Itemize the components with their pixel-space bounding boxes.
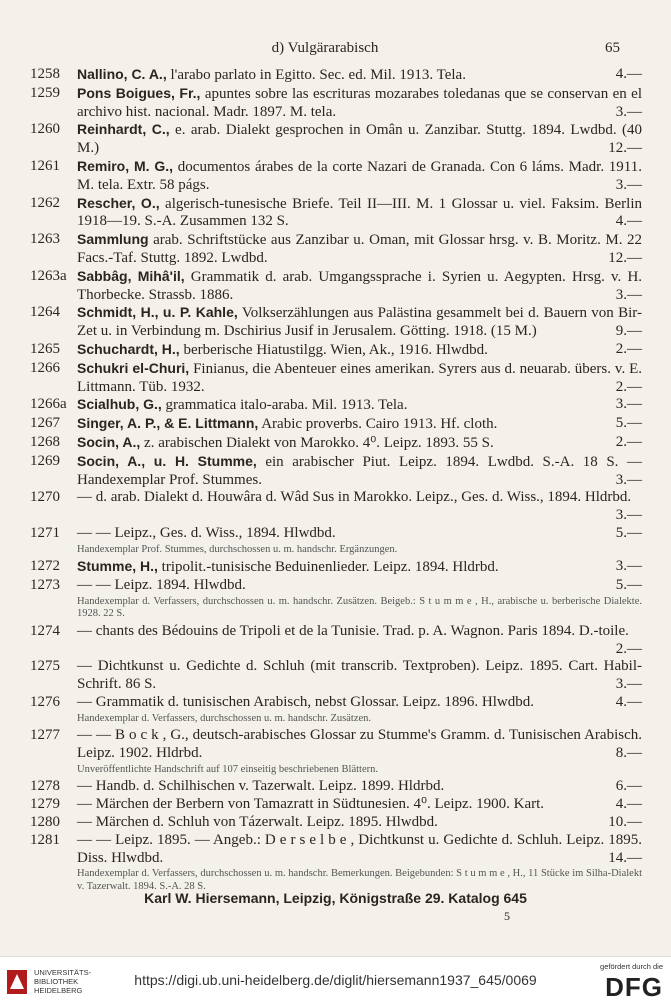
entry-author: Socin, A., [77,433,141,450]
catalog-entry [30,231,642,268]
entry-number: 1270 [30,489,60,506]
entry-price: 4.— [615,213,642,230]
catalog-entry [30,434,642,453]
entry-author: Socin, A., u. H. Stumme, [77,452,257,469]
entry-description: algerisch-tunesische Briefe. Teil II—III. M. 1 Glossar u. viel. Faksim. Berlin 1918—19. S.-A. Zusammen 132 S. [77,195,643,230]
entry-body [77,796,642,814]
entry-description: ein arabischer Piut. Leipz. 1894. Lwdbd. S.-A. 18 S. — Handexemplar Prof. Stummes. [77,453,643,488]
entry-author: Scialhub, G., [77,396,162,413]
entry-body [77,434,642,453]
entry-number: 1271 [30,524,60,541]
entry-description: — Grammatik d. tunisischen Arabisch, nebst Glossar. Leipz. 1896. Hlwdbd. [77,694,535,710]
entry-author: Schuchardt, H., [77,340,180,357]
entry-price: 3.— [615,507,642,524]
entry-body [77,623,642,659]
catalog-entry [30,558,642,577]
entry-number: 1263 [30,231,60,248]
entry-body [77,415,642,434]
entry-description: Grammatik d. arab. Umgangssprache i. Syrien u. Aegypten. Hrsg. v. H. Thorbecke. Strassb. 1886. [77,268,643,303]
entry-description: Arabic proverbs. Cairo 1913. Hf. cloth. [261,416,498,433]
entry-author: Singer, A. P., & E. Littmann, [77,415,259,432]
entry-number: 1264 [30,304,60,321]
entry-number: 1266 [30,359,60,376]
entry-price: 10.— [608,813,642,830]
entry-price: 4.— [615,66,642,82]
entry-description: Finianus, die Abenteuer eines amerikan. Syrers aus d. neuarab. übers. v. E. Littmann. Tüb. 1932. [77,360,643,395]
entry-description: — Dichtkunst u. Gedichte d. Schluh (mit transcrib. Textproben). Leipz. 1895. Cart. Habil-Schrift. 86 S. [77,658,642,693]
entry-description: documentos árabes de la corte Nazari de Granada. Con 6 láms. Madr. 1911. M. tela. Extr. 58 págs. [77,158,643,193]
entry-price: 12.— [608,249,642,266]
entry-author: Stumme, H., [77,558,158,575]
entry-author: Schukri el-Churi, [77,359,190,376]
entry-description: grammatica italo-araba. Mil. 1913. Tela. [165,397,408,414]
entry-body [77,727,642,778]
entry-number: 1274 [30,622,60,639]
entry-body [77,158,642,195]
entry-description: apuntes sobre las escrituras mozarabes toledanas que se conservan en el archivo hist. nacional. Madr. 1897. M. tela. [77,85,642,120]
entry-body [77,832,642,896]
entry-author: Rescher, O., [77,194,160,211]
entry-number: 1261 [30,157,60,174]
entry-number: 1262 [30,194,60,211]
publisher-footer: Karl W. Hiersemann, Leipzig, Königstraße 29. Katalog 645 [144,890,527,906]
entry-body [77,304,642,341]
entry-description: l'arabo parlato in Egitto. Sec. ed. Mil. 1913. Tela. [170,67,466,83]
catalog-entry [30,268,642,305]
dfg-logo: DFG [605,972,663,1002]
catalog-entry [30,360,642,397]
entry-price: 4.— [615,694,642,710]
entry-note: Handexemplar d. Verfassers, durchschossen u. m. handschr. Zusätzen. [77,712,372,724]
entry-description: arab. Schriftstücke aus Zanzibar u. Oman, mit Glossar hrsg. v. B. Moritz. M. 22 Facs.-Taf. Stuttg. 1892. Lwdbd. [77,232,642,266]
catalog-entry [30,304,642,341]
entry-price: 2.— [615,433,642,450]
entry-description: — — Leipz. 1894. Hlwdbd. [77,577,246,594]
entry-body [77,558,642,577]
catalog-entry [30,694,642,727]
entry-body [77,195,642,232]
entry-body [77,268,642,305]
running-header [30,40,620,60]
entry-note: Handexemplar d. Verfassers, durchschossen u. m. handschr. Zusätzen. Beigeb.: S t u m m e , H., arabische u. berberische Dialekte. 1928. 22 S. [77,595,642,620]
library-name: UNIVERSITÄTS- BIBLIOTHEK HEIDELBERG [34,968,92,995]
catalog-entry [30,577,642,623]
entry-number: 1280 [30,813,60,830]
entry-price: 9.— [615,323,642,340]
entry-price: 4.— [615,796,642,813]
entry-description: — Märchen der Berbern von Tamazratt in Südtunesien. 4⁰. Leipz. 1900. Kart. [77,796,545,813]
entry-price: 3.— [615,103,642,120]
entry-description: — Handb. d. Schilhischen v. Tazerwalt. Leipz. 1899. Hldrbd. [77,778,445,795]
catalog-entry [30,796,642,814]
entry-description: berberische Hiatustilgg. Wien, Ak., 1916. Hlwdbd. [183,341,488,358]
entry-body [77,396,642,415]
entry-author: Schmidt, H., u. P. Kahle, [77,304,238,321]
entry-author: Pons Boigues, Fr., [77,84,201,101]
entry-description: z. arabischen Dialekt von Marokko. 4⁰. Leipz. 1893. 55 S. [144,434,494,451]
entry-price: 3.— [615,396,642,413]
entry-author: Remiro, M. G., [77,157,174,174]
entry-number: 1279 [30,796,60,813]
entry-author: Sammlung [77,231,149,248]
entry-author: Reinhardt, C., [77,121,170,138]
entry-number: 1273 [30,577,60,594]
entry-number: 1277 [30,727,60,744]
catalog-entry [30,453,642,490]
funding-text: gefördert durch die [600,962,663,971]
catalog-entry [30,525,642,558]
entry-body [77,778,642,796]
catalog-entry [30,66,642,85]
entry-body [77,360,642,397]
entry-price: 2.— [615,340,642,357]
catalog-entry [30,623,642,659]
entry-note: Handexemplar Prof. Stummes, durchschossen u. m. handschr. Ergänzungen. [77,543,398,555]
entry-number: 1278 [30,778,60,795]
entry-number: 1268 [30,433,60,450]
entry-body [77,453,642,490]
entry-price: 8.— [615,745,642,762]
entry-price: 5.— [615,415,642,432]
catalog-entry [30,396,642,415]
entry-body [77,66,642,85]
entry-price: 2.— [615,640,642,657]
entry-price: 3.— [615,176,642,193]
entry-description: Volkserzählungen aus Palästina gesammelt bei d. Bauern von Bir-Zet u. in Verbindung m. Dschirius Jusif in Jerusalem. Götting. 1918. (15 M.) [77,305,642,340]
entry-price: 14.— [608,849,642,866]
entry-price: 2.— [615,378,642,395]
entry-price: 5.— [615,577,642,594]
entry-body [77,231,642,268]
entry-number: 1276 [30,694,60,710]
entry-number: 1258 [30,66,60,82]
catalog-entry [30,814,642,832]
entry-body [77,694,642,727]
entry-author: Sabbâg, Mihâ'il, [77,267,185,284]
viewer-bar [0,956,671,1007]
entry-description: e. arab. Dialekt gesprochen in Omân u. Zanzibar. Stuttg. 1894. Lwdbd. (40 M.) [77,122,643,157]
entry-number: 1269 [30,452,60,469]
catalog-entry [30,85,642,122]
catalog-entry [30,121,642,158]
catalog-entry [30,778,642,796]
entry-description: — Märchen d. Schluh von Tázerwalt. Leipz. 1895. Hlwdbd. [77,813,438,830]
section-title: d) Vulgärarabisch [271,40,379,56]
entry-price: 6.— [615,778,642,795]
catalog-entry [30,195,642,232]
document-url[interactable]: https://digi.ub.uni-heidelberg.de/diglit/hiersemann1937_645/0069 [134,972,537,988]
entry-body [77,658,642,694]
entry-body [77,121,642,158]
page-number: 65 [605,40,620,56]
entry-note: Handexemplar d. Verfassers, durchschossen u. m. handschr. Bemerkungen. Beigebunden: S t u m m e , H., 11 Stücke im Silha-Dialekt v. Tazerwalt. 1894. S.-A. 28 S. [77,868,642,892]
entry-body [77,489,642,525]
entry-number: 1260 [30,121,60,138]
catalog-entry [30,158,642,195]
signature-mark: 5 [504,909,510,923]
entry-description: tripolit.-tunisische Beduinenlieder. Leipz. 1894. Hldrbd. [161,559,499,576]
catalog-entry [30,489,642,525]
entry-price: 3.— [615,558,642,575]
entry-number: 1265 [30,340,60,357]
entry-body [77,577,642,623]
entry-description: — d. arab. Dialekt d. Houwâra d. Wâd Sus in Marokko. Leipz., Ges. d. Wiss., 1894. Hldrbd. [77,489,632,506]
entry-price: 3.— [615,676,642,693]
catalog-entry [30,341,642,360]
entry-description: — — Leipz. 1895. — Angeb.: D e r s e l b e , Dichtkunst u. Gedichte d. Schluh. Leipz. 1895. Diss. Hlwdbd. [77,831,642,866]
entry-number: 1259 [30,84,60,101]
entry-price: 12.— [608,140,642,157]
entry-description: — chants des Bédouins de Tripoli et de la Tunisie. Trad. p. A. Wagnon. Paris 1894. D.-toile. [77,622,629,639]
catalog-entries [30,66,642,895]
entry-price: 3.— [615,286,642,303]
catalog-entry [30,415,642,434]
entry-body [77,341,642,360]
entry-number: 1267 [30,415,60,432]
entry-body [77,814,642,832]
entry-number: 1266a [30,396,67,413]
entry-body [77,85,642,122]
catalog-entry [30,658,642,694]
entry-note: Unveröffentlichte Handschrift auf 107 einseitig beschriebenen Blättern. [77,763,378,775]
entry-body [77,525,642,558]
entry-number: 1272 [30,558,60,575]
entry-description: — — B o c k , G., deutsch-arabisches Glossar zu Stumme's Gramm. d. Tunisischen Arabisch. Leipz. 1902. Hldrbd. [77,727,642,762]
entry-price: 5.— [615,524,642,541]
entry-description: — — Leipz., Ges. d. Wiss., 1894. Hlwdbd. [77,524,336,541]
entry-number: 1263a [30,267,67,284]
entry-author: Nallino, C. A., [77,66,167,82]
catalog-entry [30,727,642,778]
catalog-entry [30,832,642,896]
entry-number: 1275 [30,658,60,675]
entry-price: 3.— [615,471,642,488]
entry-number: 1281 [30,831,60,848]
